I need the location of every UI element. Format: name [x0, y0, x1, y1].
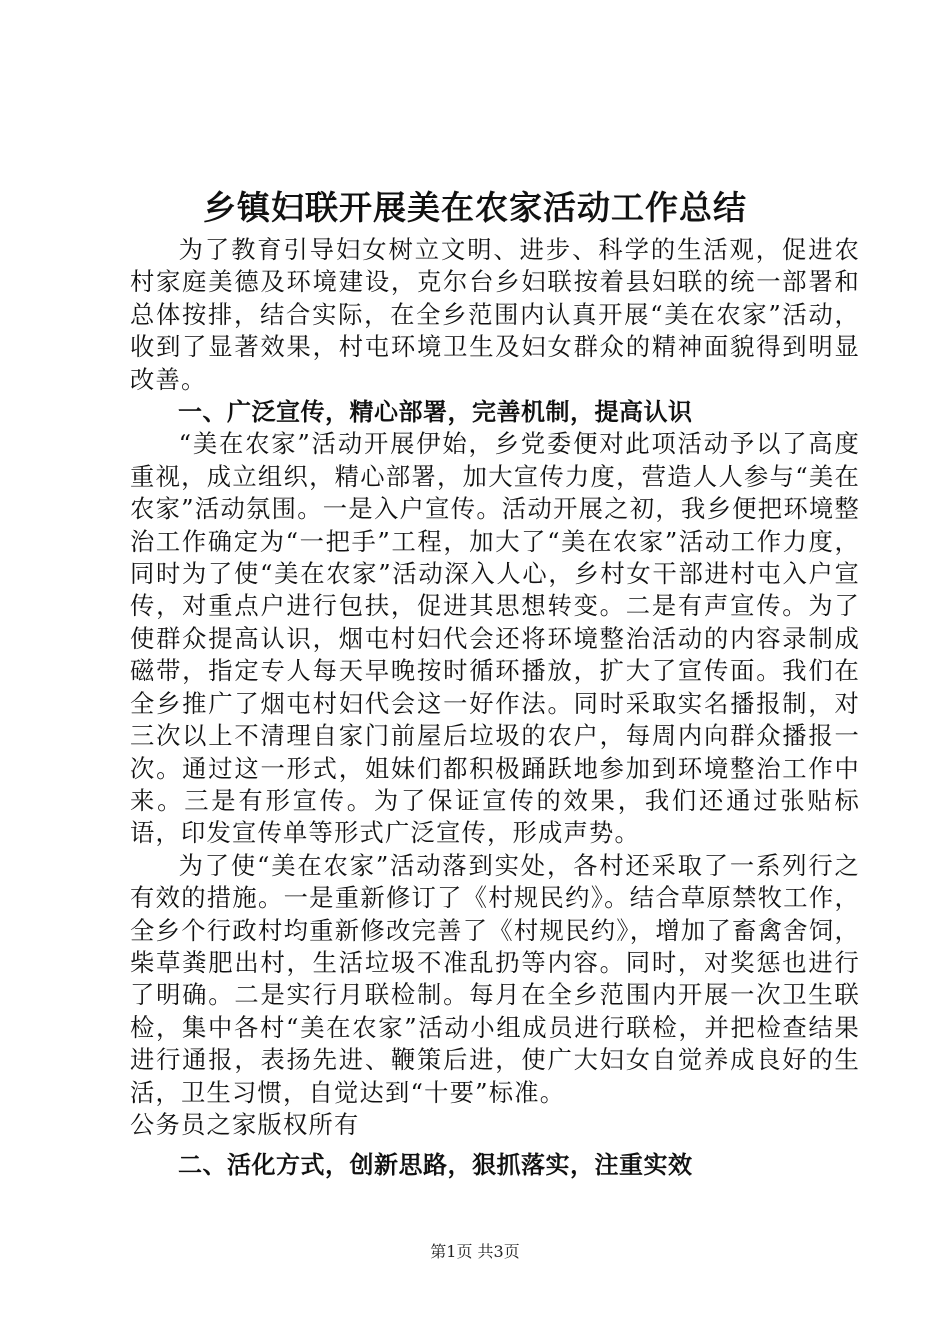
intro-paragraph: 为了教育引导妇女树立文明、进步、科学的生活观，促进农村家庭美德及环境建设，克尔台乡妇联按着县妇联的统一部署和总体按排，结合实际，在全乡范围内认真开展“美在农家”活动，收到了显著效果，村屯环境卫生及妇女群众的精神面貌得到明显改善。: [130, 235, 860, 394]
section-heading-2: 二、活化方式，创新思路，狠抓落实，注重实效: [178, 1151, 693, 1180]
section-heading-1: 一、广泛宣传，精心部署，完善机制，提高认识: [178, 398, 693, 427]
copyright-note: 公务员之家版权所有: [130, 1109, 360, 1139]
page-number-footer: 第1页 共3页: [430, 1242, 520, 1261]
body-paragraph-2: 为了使“美在农家”活动落到实处，各村还采取了一系列行之有效的措施。一是重新修订了《村规民约》。结合草原禁牧工作，全乡个行政村均重新修改完善了《村规民约》，增加了畜禽舍饲，柴草粪肥出村，生活垃圾不准乱扔等内容。同时，对奖惩也进行了明确。二是实行月联检制。每月在全乡范围内开展一次卫生联检，集中各村“美在农家”活动小组成员进行联检，并把检查结果进行通报，表扬先进、鞭策后进，使广大妇女自觉养成良好的生活，卫生习惯，自觉达到“十要”标准。: [130, 850, 860, 1107]
document-title: 乡镇妇联开展美在农家活动工作总结: [203, 188, 747, 227]
body-paragraph-1: “美在农家”活动开展伊始，乡党委便对此项活动予以了高度重视，成立组织，精心部署，加大宣传力度，营造人人参与“美在农家”活动氛围。一是入户宣传。活动开展之初，我乡便把环境整治工作确定为“一把手”工程，加大了“美在农家”活动工作力度，同时为了使“美在农家”活动深入人心，乡村女干部进村屯入户宣传，对重点户进行包扶，促进其思想转变。二是有声宣传。为了使群众提高认识，烟屯村妇代会还将环境整治活动的内容录制成磁带，指定专人每天早晚按时循环播放，扩大了宣传面。我们在全乡推广了烟屯村妇代会这一好作法。同时采取实名播报制，对三次以上不清理自家门前屋后垃圾的农户，每周内向群众播报一次。通过这一形式，姐妹们都积极踊跃地参加到环境整治工作中来。三是有形宣传。为了保证宣传的效果，我们还通过张贴标语，印发宣传单等形式广泛宣传，形成声势。: [130, 429, 860, 848]
document-body: [130, 234, 860, 1182]
